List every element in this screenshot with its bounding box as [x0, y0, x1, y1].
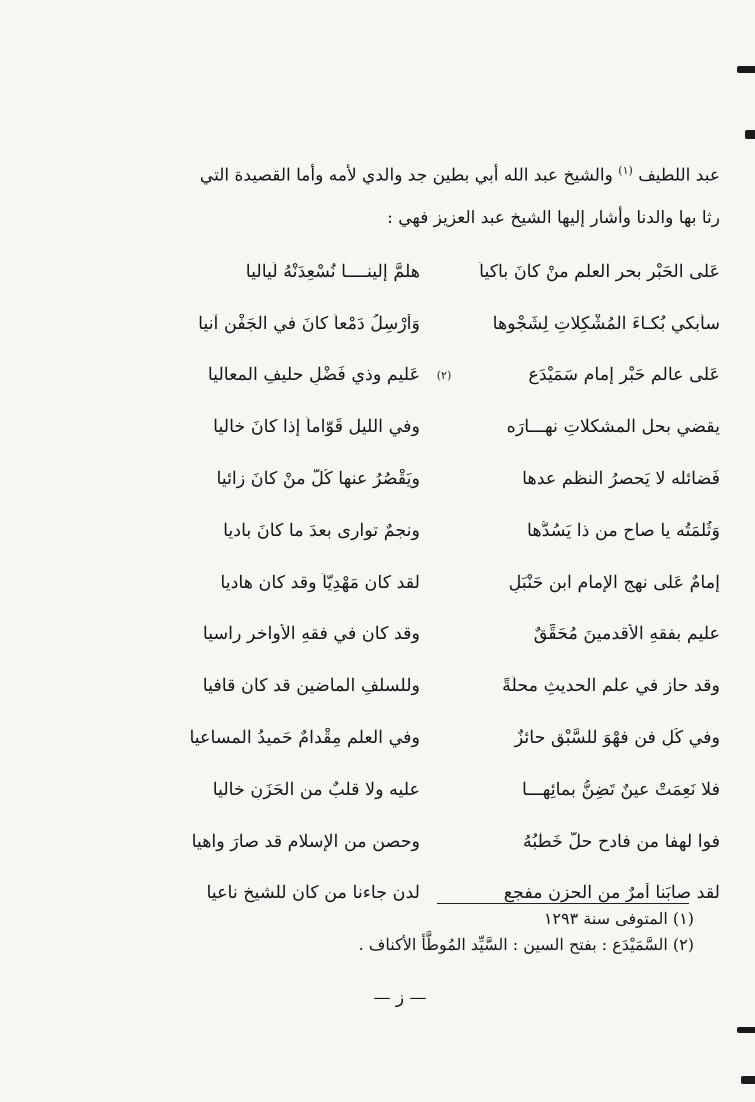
first-hemistich: لقد صابَنا أمرٌ من الحزن مفجع	[503, 883, 720, 904]
verse-line	[168, 453, 720, 505]
second-hemistich: لقد كان مَهْدِيّاً وقد كان هاديا	[220, 572, 420, 593]
intro-text-rest: والشيخ عبد الله أبي بطين جد والدي لأمه وأما القصيدة التي	[199, 165, 613, 186]
elegy-poem	[168, 246, 720, 919]
first-hemistich: سأبكي بُكـاءَ المُشْكِلاتِ لِشَجْوِها	[492, 313, 720, 334]
second-hemistich: عليه ولا قلبٌ من الحَزَنِ خاليا	[212, 779, 420, 800]
intro-text-start: عبد اللطيف	[638, 165, 720, 186]
scan-edge-mark	[741, 1076, 755, 1084]
verse-line	[168, 557, 720, 609]
footnotes	[200, 906, 694, 958]
second-hemistich: عَليمٍ وذي فَضْلٍ حليفِ المعاليا	[207, 365, 421, 386]
intro-paragraph	[160, 150, 720, 239]
second-hemistich: ويَقْصُرُ عنها كُلُّ منْ كانَ زائيا	[216, 469, 420, 490]
footnote-ref-2: (٢)	[436, 368, 452, 382]
second-hemistich: ونجمٌ توارى بعدَ ما كانَ باديا	[223, 520, 420, 541]
second-hemistich: هلمَّ إلينــــا نُسْعِدَنْهُ لَياليا	[245, 261, 420, 282]
first-hemistich: يقضي بحل المشكلاتِ نهـــارَه	[506, 417, 720, 438]
second-hemistich: وَأُرْسِلُ دَمْعاً كانَ في الجَفْنِ آنيا	[198, 313, 420, 334]
verse-line	[168, 816, 720, 868]
intro-line-1	[160, 150, 720, 197]
first-hemistich: وقد حاز في علمِ الحديثِ محلّةً	[502, 676, 720, 697]
verse-line	[168, 505, 720, 557]
footnote-1: (١) المتوفى سنة ١٢٩٣	[543, 909, 694, 928]
first-hemistich: وَثُلمَتُه يا صاحِ من ذا يَسُدُّها	[527, 520, 720, 541]
first-hemistich: فلا نَعِمَتْ عينٌ تَضِنُّ بمائِهـــا	[521, 779, 720, 800]
first-hemistich: عليم بفقهِ الأقدمينَ مُحَقِّقٌ	[533, 624, 720, 645]
footnote-2: (٢) السَّمَيْدَع : بفتح السين : السَّيِّد المُوطَّأ الأكناف .	[358, 935, 694, 954]
verse-line	[168, 350, 720, 402]
verse-line	[168, 609, 720, 661]
second-hemistich: وحصنٍ من الإسلام قد صارَ واهيا	[191, 831, 420, 852]
first-hemistich: عَلى الحَبْرِ بحرِ العلمِ منْ كانَ باكياً	[479, 261, 720, 282]
second-hemistich: وقد كان في فقهِ الأواخرِ راسيا	[202, 624, 420, 645]
second-hemistich: وفي العلمِ مِقْدامٌ حَميدُ المساعيا	[189, 728, 420, 749]
intro-line-2: رثا بها والدنا وأشار إليها الشيخ عبد العزيز فهي :	[387, 207, 720, 228]
first-hemistich: فَضائله لا يَحصرُ النظم عدها	[522, 469, 720, 490]
footnote-ref-1: (١)	[618, 164, 633, 177]
scan-edge-mark	[737, 66, 755, 73]
verse-line	[168, 246, 720, 298]
footnote-divider	[437, 903, 689, 904]
scan-edge-mark	[737, 1027, 755, 1033]
verse-line	[168, 401, 720, 453]
verse-line	[168, 298, 720, 350]
verse-line	[168, 764, 720, 816]
scan-edge-mark	[745, 130, 755, 139]
first-hemistich: عَلى عالمٍ حَبْرٍ إمامٍ سَمَيْدَعٍ	[528, 365, 720, 386]
second-hemistich: لدن جاءنا من كان للشيخ ناعيا	[206, 883, 420, 904]
first-hemistich: وفي كُلِ فنٍ فهْوَ للسَّبْقِ حائزٌ	[514, 728, 720, 749]
verse-line	[168, 712, 720, 764]
second-hemistich: وللسلفِ الماضين قد كان قافيا	[202, 676, 420, 697]
first-hemistich: فوا لهفا من فادحٍ حلّ خَطْبُهُ	[522, 831, 720, 852]
page-number: — ز —	[373, 988, 427, 1008]
first-hemistich: إمامٌ عَلى نهجِ الإمامِ ابنِ حَنْبَلٍ	[508, 572, 720, 593]
second-hemistich: وفي الليل قَوّاماً إذا كانَ خاليا	[213, 417, 420, 438]
verse-line	[168, 660, 720, 712]
